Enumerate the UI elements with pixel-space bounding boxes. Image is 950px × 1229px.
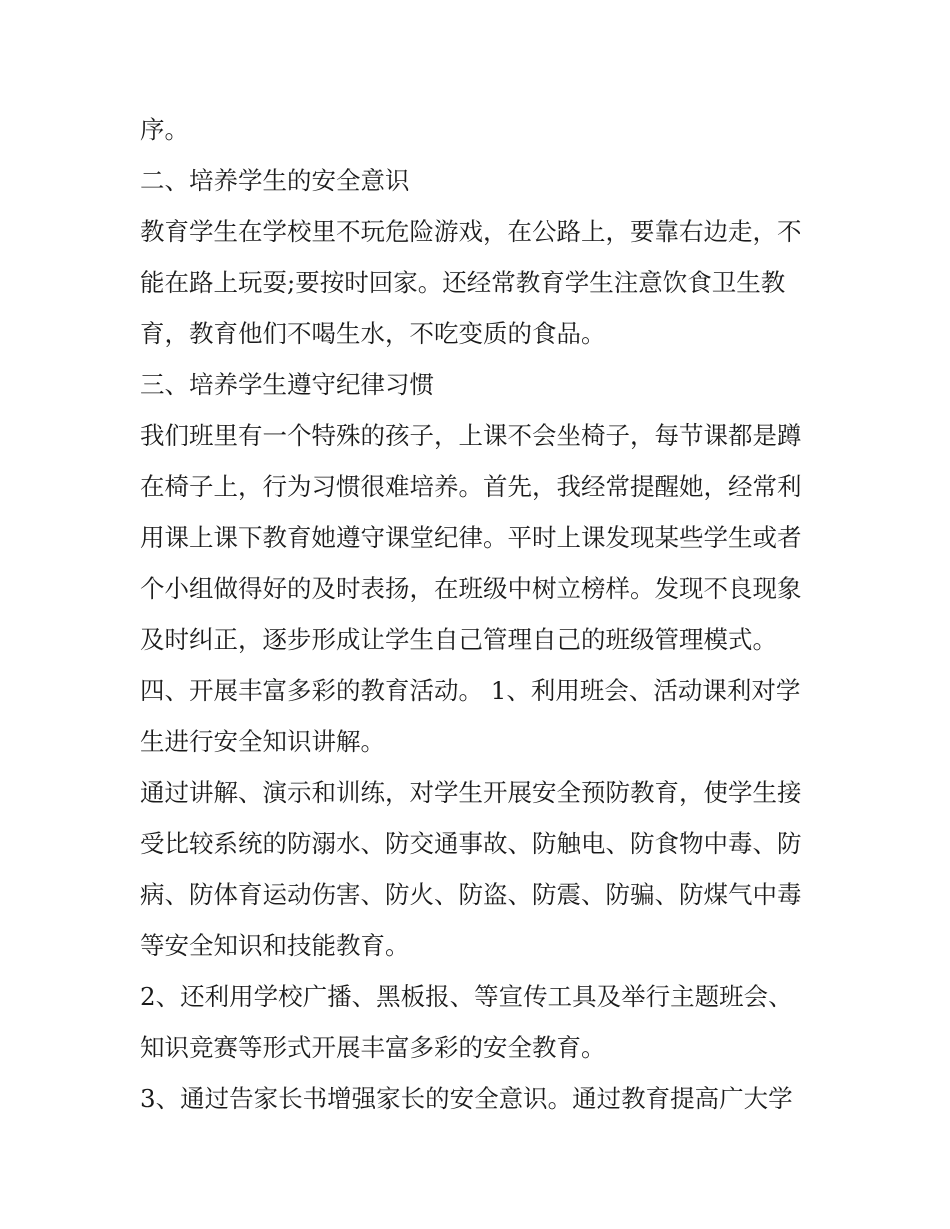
document-body bbox=[140, 104, 820, 1124]
section-heading: 二、培养学生的安全意识 bbox=[140, 166, 410, 195]
section-heading: 三、培养学生遵守纪律习惯 bbox=[140, 370, 434, 399]
text-line: 育，教育他们不喝生水，不吃变质的食品。 bbox=[140, 319, 606, 348]
section-heading: 四、开展丰富多彩的教育活动。 1、利用班会、活动课利对学 bbox=[140, 676, 801, 705]
text-line: 2、还利用学校广播、黑板报、等宣传工具及举行主题班会、 bbox=[140, 982, 793, 1011]
text-line: 序。 bbox=[140, 115, 189, 144]
text-line: 等安全知识和技能教育。 bbox=[140, 931, 410, 960]
text-line: 3、通过告家长书增强家长的安全意识。通过教育提高广大学 bbox=[140, 1084, 793, 1113]
text-line: 知识竞赛等形式开展丰富多彩的安全教育。 bbox=[140, 1033, 606, 1062]
text-line: 能在路上玩耍;要按时回家。还经常教育学生注意饮食卫生教 bbox=[140, 268, 786, 297]
text-line: 通过讲解、演示和训练，对学生开展安全预防教育，使学生接 bbox=[140, 778, 802, 807]
text-line: 病、防体育运动伤害、防火、防盗、防震、防骗、防煤气中毒 bbox=[140, 880, 802, 909]
text-line: 我们班里有一个特殊的孩子，上课不会坐椅子，每节课都是蹲 bbox=[140, 421, 802, 450]
text-line: 及时纠正，逐步形成让学生自己管理自己的班级管理模式。 bbox=[140, 625, 777, 654]
text-line: 在椅子上，行为习惯很难培养。首先，我经常提醒她，经常利 bbox=[140, 472, 802, 501]
text-line: 教育学生在学校里不玩危险游戏，在公路上，要靠右边走，不 bbox=[140, 217, 802, 246]
text-line: 生进行安全知识讲解。 bbox=[140, 727, 385, 756]
text-line: 用课上课下教育她遵守课堂纪律。平时上课发现某些学生或者 bbox=[140, 523, 802, 552]
text-line: 受比较系统的防溺水、防交通事故、防触电、防食物中毒、防 bbox=[140, 829, 802, 858]
text-line: 个小组做得好的及时表扬，在班级中树立榜样。发现不良现象 bbox=[140, 574, 802, 603]
